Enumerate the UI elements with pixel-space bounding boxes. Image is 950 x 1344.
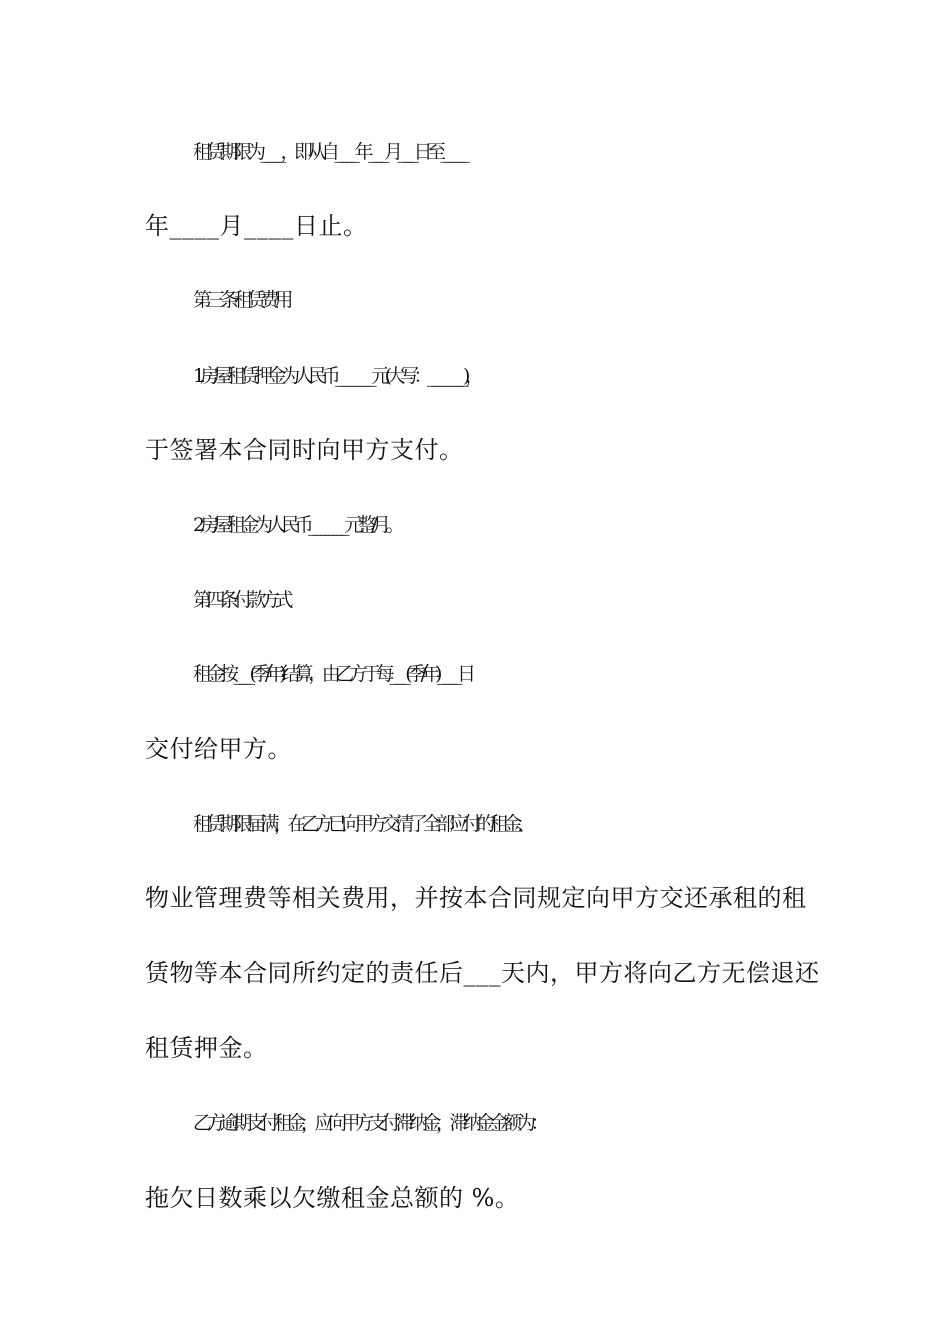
paragraph-line: 物业管理费等相关费用，并按本合同规定向甲方交还承租的租 <box>145 884 807 912</box>
paragraph-line: 年____月____日止。 <box>145 212 368 240</box>
paragraph-line: 租赁期限届满，在乙方已向甲方交清了全部应付的租金、 <box>193 813 531 835</box>
paragraph-line: 于签署本合同时向甲方支付。 <box>145 436 464 464</box>
paragraph-line: 赁物等本合同所约定的责任后___天内，甲方将向乙方无偿退还 <box>145 959 820 987</box>
paragraph-line: 乙方逾期支付租金，应向甲方支付滞纳金，滞纳金金额为： <box>193 1112 545 1134</box>
paragraph-line: 拖欠日数乘以欠缴租金总额的 %。 <box>145 1184 520 1212</box>
section-heading: 第三条 租赁费用 <box>193 289 289 311</box>
paragraph-line: 租赁押金。 <box>145 1034 268 1062</box>
paragraph-line: 租金按____(季/年)结算，由乙方于每____(季/年)_____日 <box>193 663 471 685</box>
paragraph-line: 1.房屋租赁押金为人民币_________元(大写：_________)， <box>193 365 479 387</box>
paragraph-line: 租赁期限为_____，即从自_____年____月____日至______ <box>193 141 465 163</box>
section-heading: 第四条 付款方式 <box>193 589 289 611</box>
paragraph-line: 2.房屋租金为人民币_________元整/月。 <box>193 514 400 536</box>
paragraph-line: 交付给甲方。 <box>145 735 292 763</box>
